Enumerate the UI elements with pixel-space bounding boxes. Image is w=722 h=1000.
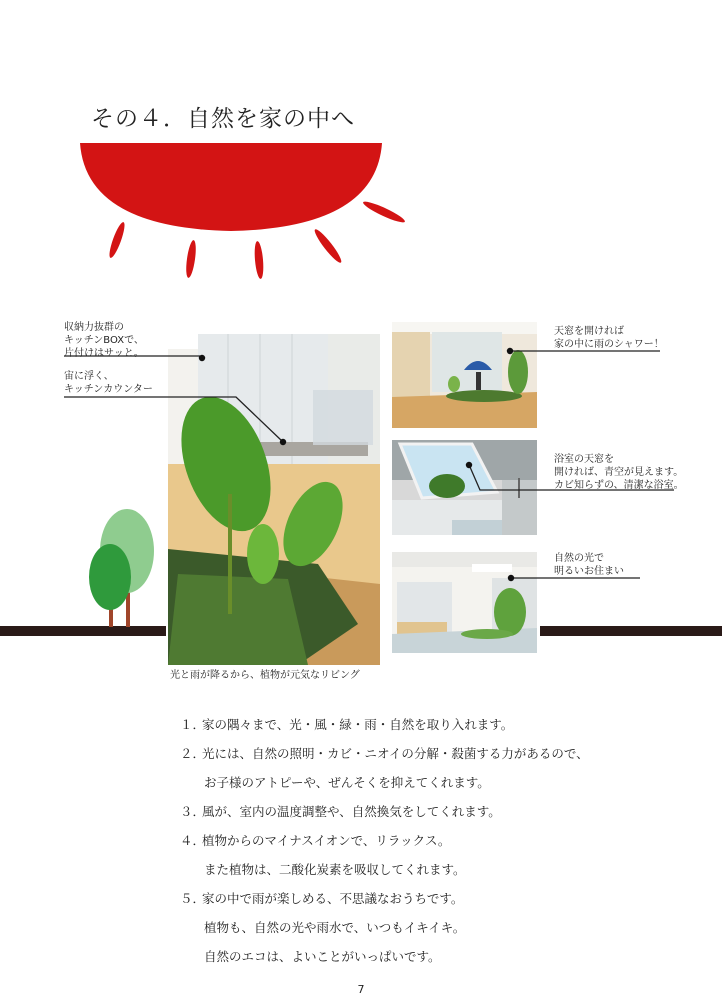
benefit-list <box>180 710 680 971</box>
page-number: 7 <box>357 983 365 996</box>
list-item: ２．光には、自然の照明・カビ・ニオイの分解・殺菌する力があるので、 <box>180 746 589 761</box>
callout-dot <box>466 462 472 468</box>
list-item: ４．植物からのマイナスイオンで、リラックス。 <box>180 833 451 848</box>
list-item: ３．風が、室内の温度調整や、自然換気をしてくれます。 <box>180 804 501 819</box>
callout-dot <box>280 439 286 445</box>
list-item-continuation: 自然のエコは、よいことがいっぱいです。 <box>204 949 441 964</box>
list-item-continuation: また植物は、二酸化炭素を吸収してくれます。 <box>204 862 466 877</box>
list-item: ５．家の中で雨が楽しめる、不思議なおうちです。 <box>180 891 464 906</box>
callout-skylight: 天窓を開ければ 家の中に雨のシャワー！ <box>554 326 664 350</box>
list-item-continuation: お子様のアトピーや、ぜんそくを抑えてくれます。 <box>204 775 490 790</box>
callout-light: 自然の光で 明るいお住まい <box>554 553 624 577</box>
living-photo-caption: 光と雨が降るから、植物が元気なリビング <box>170 670 360 681</box>
list-item-continuation: 植物も、自然の光や雨水で、いつもイキイキ。 <box>204 920 466 935</box>
callout-dot <box>199 355 205 361</box>
callout-dot <box>507 348 513 354</box>
callout-storage: 収納力抜群の キッチンBOXで、 片付けはサッと。 <box>64 322 144 359</box>
callout-dot <box>508 575 514 581</box>
page-title: その４．自然を家の中へ <box>91 106 355 132</box>
callout-bath: 浴室の天窓を 開ければ、青空が見えます。 カビ知らずの、清潔な浴室。 <box>554 454 684 491</box>
list-item: １．家の隅々まで、光・風・緑・雨・自然を取り入れます。 <box>180 717 514 732</box>
callout-counter: 宙に浮く、 キッチンカウンター <box>64 371 153 395</box>
